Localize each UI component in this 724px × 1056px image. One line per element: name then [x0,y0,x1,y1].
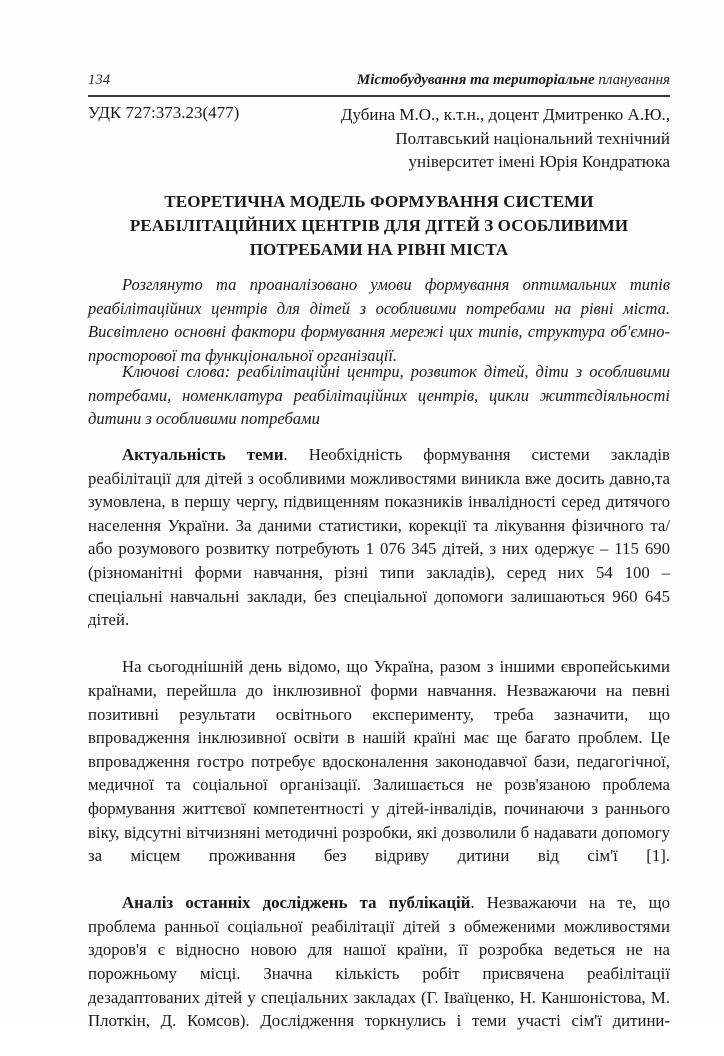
author-line-1: Дубина М.О., к.т.н., доцент Дмитренко А.Ю., [340,105,670,124]
page-number: 134 [88,72,111,88]
section-heading-relevance: Актуальність теми [122,445,284,464]
keywords-list: реабілітаційні центри, розвиток дітей, діти з особливими потребами, номенклатура реабілітаційних центрів, цикли життєдіяльності дитини з особливими потребами [88,362,671,428]
article-title-line-3: ПОТРЕБАМИ НА РІВНІ МІСТА [249,240,509,259]
keywords-label: Ключові слова: [122,362,231,381]
body-paragraph-1 [88,443,670,655]
journal-title-bold: Містобудування та територіальне [356,72,595,88]
body-paragraph-2: На сьогоднішній день відомо, що Україна, разом з іншими європейськими країнами, перейшла до інклюзивної форми навчання. Незважаючи на певні позитивні результати освітнього експерименту, треба зазначити, що впровадження інклюзивної освіти в нашій країні має ще багато проблем. Це впровадження гостро потребує вдосконалення законодавчої бази, педагогічної, медичної та соціальної організації. Залишається не розв'язаною проблема формування життєвої компетентності у дітей-інвалідів, починаючи з раннього віку, відсутні вітчизняні методичні розробки, які дозволили б надавати допомогу за місцем проживання без відриву дитини від сім'ї [1]. [88,657,670,866]
keywords-paragraph [88,360,670,431]
body-paragraph-3-text: . Незважаючи на те, що проблема ранньої соціальної реабілітації дітей з обмеженими можливостями здоров'я є відносно новою для нашої країни, її розробка ведеться не на порожньому місці. Значна кількість робіт присвячена реабілітації дезадаптованих дітей у спеціальних закладах (Г. Іваїценко, Н. Каншоністова, М. Плоткін, Д. Комсов). Дослідження торкнулись і теми участі сім'ї дитини- [88,893,670,1031]
article-title-line-1: ТЕОРЕТИЧНА МОДЕЛЬ ФОРМУВАННЯ СИСТЕМИ [164,192,594,211]
author-line-2: Полтавський національний технічний [395,128,670,148]
article-title-line-2: РЕАБІЛІТАЦІЙНИХ ЦЕНТРІВ ДЛЯ ДІТЕЙ З ОСОБЛИВИМИ [129,216,629,235]
section-heading-analysis: Аналіз останніх досліджень та публікацій [122,893,471,913]
metadata-block [88,103,670,174]
body-paragraph-1-text: . Необхідність формування системи закладів реабілітації для дітей з особливими можливостями виникла вже досить давно,та зумовлена, в першу чергу, підвищенням показників інвалідності серед дитячого населення України. За даними статистики, корекції та лікування фізичного та/або розумового розвитку потребують 1 076 345 дітей, з них одержує – 115 690 (різноманітні форми навчання, різні типи закладів), серед них 54 100 – спеціальні навчальні заклади, без спеціальної допомоги залишаються 960 645 дітей. [88,445,670,630]
journal-title [357,72,670,89]
abstract-paragraph: Розглянуто та проаналізовано умови формування оптимальних типів реабілітаційних центрів для дітей з особливими потребами на рівні міста. Висвітлено основні фактори формування мережі цих типів, структура об'ємно-просторової та функціональної організації. [88,275,670,365]
running-head [88,72,670,94]
udc-code: УДК 727:373.23(477) [88,103,240,122]
body-paragraph-3 [88,891,670,1056]
header-divider [88,95,670,97]
article-body [88,443,670,1056]
article-title [88,190,670,262]
journal-title-plain: планування [594,72,670,88]
author-line-3: університет імені Юрія Кондратюка [408,152,670,171]
